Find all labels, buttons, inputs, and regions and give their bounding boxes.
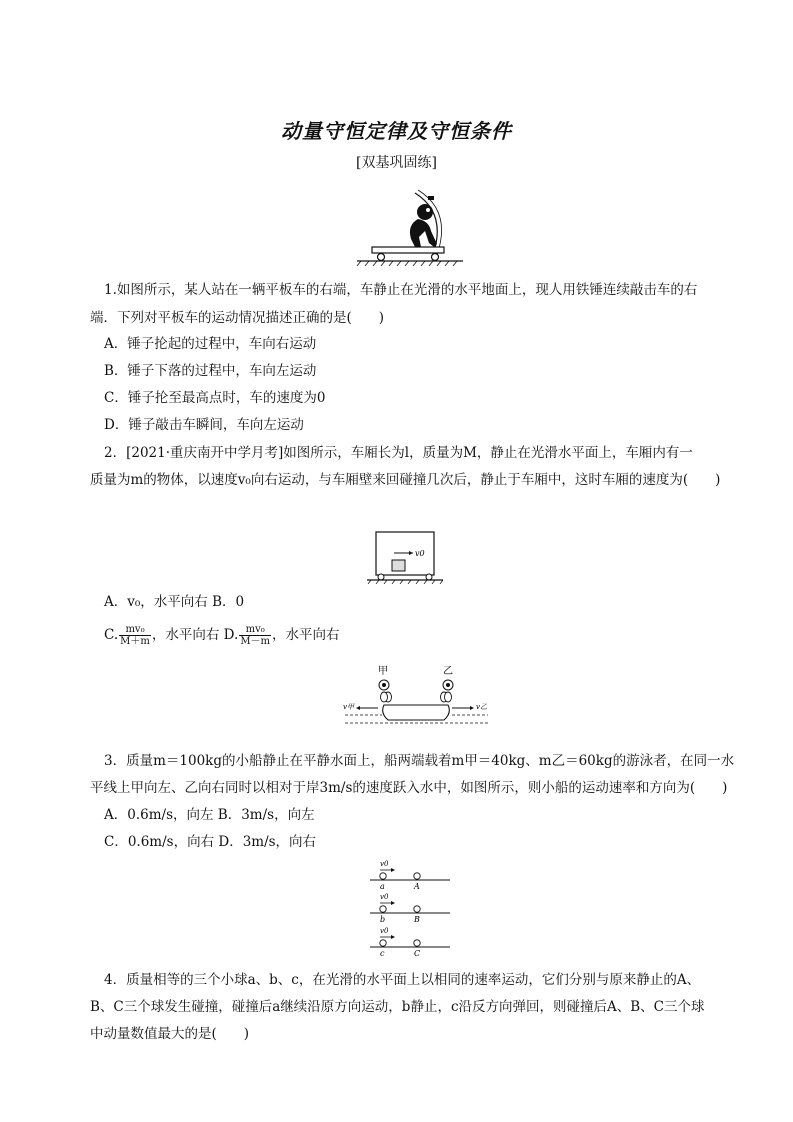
figure-boat-swimmers [340, 663, 490, 735]
q4-text-line1: 4．质量相等的三个小球a、b、c，在光滑的水平面上以相同的速率运动，它们分别与原来静止的A、 [104, 972, 701, 988]
q4-figure-v0-a: v0 [380, 860, 389, 868]
figure-carriage [365, 528, 445, 584]
q1-option-a: A．锤子抡起的过程中，车向右运动 [104, 336, 317, 352]
section-subtitle: [双基巩固练] [356, 155, 437, 171]
q3-figure-yi-label: 乙 [443, 666, 453, 677]
q4-figure-v0-c: v0 [380, 927, 389, 935]
q2-text-line1: 2．[2021·重庆南开中学月考]如图所示，车厢长为l，质量为M，静止在光滑水平面上，车厢内有一 [104, 445, 693, 461]
q3-options-ab: A．0.6m/s，向左 B．3m/s，向左 [104, 807, 315, 823]
q1-option-b: B．锤子下落的过程中，车向左运动 [104, 363, 317, 379]
q4-figure-v0-b: v0 [380, 893, 389, 901]
q2-text-line2: 质量为m的物体，以速度v₀向右运动，与车厢壁来回碰撞几次后，静止于车厢中，这时车厢的速度为( ) [90, 472, 721, 488]
q2-option-c-numerator: mv₀ [119, 624, 151, 636]
q4-figure-label-b: b [380, 915, 386, 924]
figure-hammer-cart [355, 187, 465, 269]
q4-figure-label-B: B [414, 915, 420, 924]
q2-options-ab: A．v₀，水平向右 B．0 [104, 594, 245, 610]
q2-option-c-suffix: ，水平向右 D. [151, 627, 239, 643]
q2-option-d-numerator: mv₀ [239, 624, 271, 636]
q4-figure-label-C: C [414, 949, 421, 958]
q2-option-d-fraction [239, 624, 271, 647]
q3-text-line1: 3．质量m＝100kg的小船静止在平静水面上，船两端载着m甲＝40kg、m乙＝60kg的游泳者，在同一水 [104, 753, 735, 769]
q2-option-c-denominator: M＋m [120, 636, 150, 647]
q3-figure-jia-label: 甲 [378, 666, 388, 677]
page-title: 动量守恒定律及守恒条件 [281, 119, 512, 143]
q4-figure-label-A: A [414, 882, 420, 891]
q2-option-c-fraction [119, 624, 151, 647]
q4-text-line3: 中动量数值最大的是( ) [90, 1026, 250, 1042]
q4-figure-label-c: c [380, 949, 385, 958]
q2-option-d-suffix: ，水平向右 [272, 627, 340, 643]
q2-option-d-denominator: M－m [240, 636, 271, 647]
q4-figure-label-a: a [380, 882, 385, 891]
q2-options-cd [104, 624, 340, 647]
q1-option-c: C．锤子抡至最高点时，车的速度为0 [104, 390, 326, 406]
q3-text-line2: 平线上甲向左、乙向右同时以相对于岸3m/s的速度跃入水中，如图所示，则小船的运动速率和方向为( ) [90, 780, 728, 796]
q1-text-line1: 1.如图所示，某人站在一辆平板车的右端，车静止在光滑的水平地面上，现人用铁锤连续敲击车的右 [104, 282, 698, 298]
q3-options-cd: C．0.6m/s，向右 D．3m/s，向右 [104, 834, 317, 850]
q2-figure-v0-label: v0 [415, 549, 425, 558]
q2-option-c-prefix: C. [104, 627, 119, 643]
figure-ball-collisions [365, 856, 455, 958]
q1-text-line2: 端．下列对平板车的运动情况描述正确的是( ) [90, 310, 385, 326]
q3-figure-vjia-label: v甲 [343, 703, 354, 711]
q3-figure-vyi-label: v乙 [476, 703, 487, 711]
q4-text-line2: B、C三个球发生碰撞，碰撞后a继续沿原方向运动，b静止，c沿反方向弹回，则碰撞后A、B、C三个球 [90, 999, 705, 1015]
q1-option-d: D．锤子敲击车瞬间，车向左运动 [104, 417, 304, 433]
